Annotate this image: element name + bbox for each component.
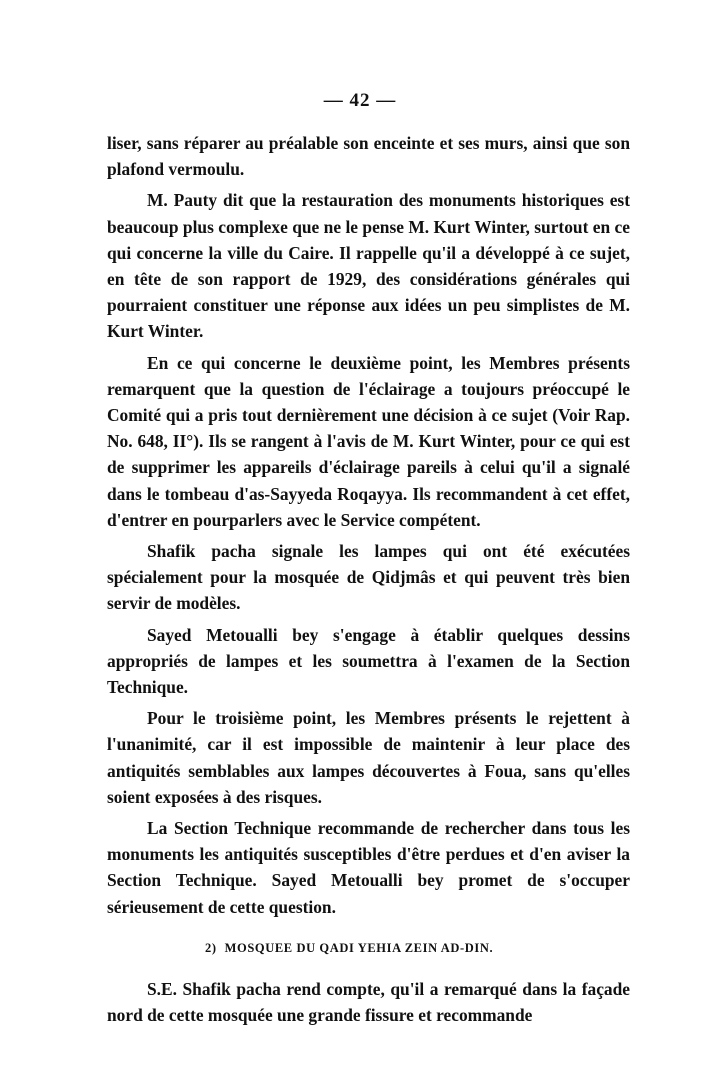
paragraph-6: Pour le troisième point, les Membres présents le rejettent à l'unanimité, car il est impossible de maintenir à leur place des antiquités semblables aux lampes découvertes à Foua, sans qu'elles soient exposées à des risques.	[107, 708, 630, 807]
section-heading	[107, 940, 630, 956]
paragraph-7: La Section Technique recommande de rechercher dans tous les monuments les antiquités susceptibles d'être perdues et d'en aviser la Section Technique. Sayed Metoualli bey promet de s'occuper sérieusement de cette question.	[107, 818, 630, 917]
page-number: — 42 —	[323, 90, 397, 111]
paragraph-1: liser, sans réparer au préalable son enceinte et ses murs, ainsi que son plafond vermoulu.	[107, 133, 630, 180]
body-text	[107, 130, 630, 1033]
paragraph-3: En ce qui concerne le deuxième point, les Membres présents remarquent que la question de l'éclairage a toujours préoccupé le Comité qui a pris tout dernièrement une décision à ce sujet (Voir Rap. No. 648, II°). Ils se rangent à l'avis de M. Kurt Winter, pour ce qui est de supprimer les appareils d'éclairage pareils à celui qu'il a signalé dans le tombeau d'as-Sayyeda Roqayya. Ils recommandent à cet effet, d'entrer en pourparlers avec le Service compétent.	[107, 352, 630, 530]
paragraph-5: Sayed Metoualli bey s'engage à établir quelques dessins appropriés de lampes et les soumettra à l'examen de la Section Technique.	[107, 624, 630, 698]
closing-paragraph: S.E. Shafik pacha rend compte, qu'il a remarqué dans la façade nord de cette mosquée une grande fissure et recommande	[107, 978, 630, 1026]
section-title: MOSQUEE DU QADI YEHIA ZEIN AD-DIN.	[224, 940, 494, 955]
section-number: 2)	[205, 940, 217, 955]
paragraph-2: M. Pauty dit que la restauration des monuments historiques est beaucoup plus complexe que ne le pense M. Kurt Winter, surtout en ce qui concerne la ville du Caire. Il rappelle qu'il a développé à ce sujet, en tête de son rapport de 1929, des considérations générales qui pourraient constituer une réponse aux idées un peu simplistes de M. Kurt Winter.	[107, 190, 630, 342]
paragraph-4: Shafik pacha signale les lampes qui ont été exécutées spécialement pour la mosquée de Qidjmâs et qui peuvent très bien servir de modèles.	[107, 541, 630, 614]
